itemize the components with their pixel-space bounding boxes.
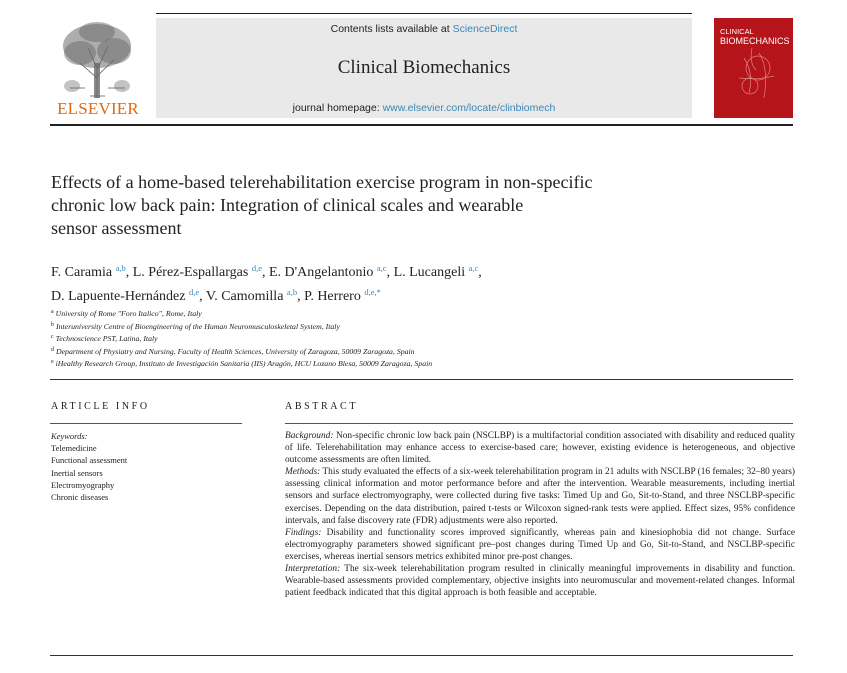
author-affiliation-marks[interactable]: a,b bbox=[115, 263, 126, 273]
author-affiliation-marks[interactable]: d,e bbox=[188, 286, 200, 297]
affiliation-item bbox=[51, 345, 751, 358]
homepage-prefix: journal homepage: bbox=[292, 102, 383, 114]
abstract-heading: ABSTRACT bbox=[285, 401, 359, 412]
affiliation-item bbox=[51, 307, 751, 320]
article-info-heading: ARTICLE INFO bbox=[51, 401, 150, 412]
author-name[interactable]: L. Pérez-Espallargas bbox=[132, 265, 249, 280]
affiliations bbox=[51, 307, 751, 370]
authors-line-2 bbox=[51, 283, 751, 307]
affiliation-key: d bbox=[51, 346, 54, 353]
abstract-text: Disability and functionality scores improved significantly, whereas pain and kinesiophobia did not change. Surface electromyography parameters showed significant pre–post changes during Timed Up and Go, Sit-to-Stand, and NSCLBP-specific exercises, whereas inertial sensors metrics exhibited minor pre-post changes. bbox=[285, 527, 795, 562]
author-separator: , bbox=[262, 265, 269, 280]
affiliation-key: e bbox=[51, 359, 54, 365]
author-name[interactable]: E. D'Angelantonio bbox=[269, 265, 374, 280]
homepage-link[interactable]: www.elsevier.com/locate/clinbiomech bbox=[382, 102, 556, 114]
keyword-item: Chronic diseases bbox=[51, 492, 109, 503]
abstract-section-label: Interpretation: bbox=[285, 564, 341, 575]
abstract-body bbox=[285, 430, 795, 599]
author-separator: , bbox=[297, 288, 305, 304]
header-bottom-rule bbox=[50, 124, 793, 126]
keywords-block bbox=[51, 430, 251, 503]
cover-title bbox=[720, 28, 790, 46]
affiliation-text: Department of Physiatry and Nursing, Faculty of Health Sciences, University of Zaragoza, 50009 Zaragoza, Spain bbox=[55, 346, 415, 356]
keyword-item: Electromyography bbox=[51, 479, 115, 490]
affiliation-text: University of Rome "Foro Italico", Rome, Italy bbox=[55, 309, 202, 318]
author-affiliation-marks[interactable]: a,b bbox=[286, 286, 298, 297]
author-separator: , bbox=[478, 265, 482, 280]
affiliation-text: Interuniversity Centre of Bioengineering of the Human Neuromusculoskeletal System, Italy bbox=[55, 321, 340, 331]
affiliation-item bbox=[51, 332, 751, 345]
author-affiliation-marks[interactable]: d,e,* bbox=[364, 286, 381, 297]
contents-prefix: Contents lists available at bbox=[330, 23, 453, 35]
author-name[interactable]: L. Lucangeli bbox=[393, 265, 466, 280]
abstract-paragraph bbox=[285, 466, 795, 526]
article-info-rule bbox=[50, 423, 242, 424]
author-name[interactable]: P. Herrero bbox=[304, 288, 361, 304]
author-name[interactable]: D. Lapuente-Hernández bbox=[51, 288, 186, 304]
keyword-item: Telemedicine bbox=[51, 443, 97, 454]
sciencedirect-link[interactable]: ScienceDirect bbox=[452, 23, 518, 35]
abstract-section-label: Background: bbox=[285, 431, 334, 441]
abstract-paragraph bbox=[285, 563, 795, 599]
author-separator: , bbox=[386, 265, 394, 280]
abstract-text: Non-specific chronic low back pain (NSCLBP) is a multifactorial condition associated with disability and reduced quality of life. Telerehabilitation may enhance access to exercise-based care; however, existing evidence is heterogeneous, and objective outcome assessments are often limited. bbox=[285, 431, 795, 466]
contents-line bbox=[156, 23, 692, 35]
author-list bbox=[51, 259, 751, 306]
abstract-rule bbox=[285, 423, 793, 424]
author-affiliation-marks[interactable]: a,c bbox=[376, 263, 387, 273]
author-separator: , bbox=[199, 288, 206, 304]
article-title bbox=[51, 171, 731, 240]
homepage-line bbox=[156, 102, 692, 114]
cover-title-line2: BIOMECHANICS bbox=[720, 36, 790, 46]
affiliation-text: Technoscience PST, Latina, Italy bbox=[55, 334, 158, 343]
title-line: sensor assessment bbox=[51, 218, 182, 238]
keyword-item: Functional assessment bbox=[51, 455, 128, 466]
abstract-section-label: Methods: bbox=[285, 467, 321, 478]
affiliation-text: iHealthy Research Group, Instituto de Investigación Sanitaria (IIS) Aragón, HCU Lozano Blesa, 50009 Zaragoza, Spain bbox=[55, 359, 433, 368]
affiliation-item bbox=[51, 357, 751, 370]
authors-line-1 bbox=[51, 259, 751, 283]
author-affiliation-marks[interactable]: d,e bbox=[251, 263, 262, 273]
journal-name: Clinical Biomechanics bbox=[337, 57, 511, 78]
author-name[interactable]: F. Caramia bbox=[51, 265, 113, 280]
abstract-section-label: Findings: bbox=[285, 527, 322, 538]
affiliation-key: c bbox=[51, 334, 54, 340]
author-affiliation-marks[interactable]: a,c bbox=[468, 263, 479, 273]
abstract-paragraph bbox=[285, 527, 795, 563]
abstract-text: The six-week telerehabilitation program resulted in clinically meaningful improvements in disability and function. Wearable-based assessments provided complementary, objective insights into neuromuscular and movement-related changes. Informal patient feedback indicated that this digital approach is both feasible and acceptable. bbox=[285, 564, 795, 599]
journal-cover-image bbox=[714, 18, 793, 118]
header-top-rule bbox=[156, 13, 692, 14]
title-line: chronic low back pain: Integration of clinical scales and wearable bbox=[51, 195, 524, 215]
title-line: Effects of a home-based telerehabilitation exercise program in non-specific bbox=[51, 172, 593, 192]
keywords-label: Keywords: bbox=[51, 431, 88, 441]
affiliation-key: a bbox=[51, 309, 54, 315]
page-bottom-rule bbox=[50, 655, 793, 656]
affiliation-key: b bbox=[51, 321, 54, 328]
author-separator: , bbox=[125, 265, 133, 280]
abstract-text: This study evaluated the effects of a six-week telerehabilitation program in 21 adults with NSCLBP (16 females; 32–80 years) assessing clinical information and motor performance before and after the intervention. Wearable measurements, including inertial sensors and surface electromyography, were collected during five tasks: Timed Up and Go, Sit-to-Stand, and three NSCLBP-specific exercises. Depending on the data distribution, paired t-tests or Wilcoxon signed-rank tests were applied. Effect sizes, 95% confidence intervals, and false discovery rate (FDR) adjustments were also reported. bbox=[285, 467, 795, 526]
cover-title-line1: CLINICAL bbox=[720, 27, 754, 36]
keyword-item: Inertial sensors bbox=[51, 467, 103, 478]
publisher-logo-text: ELSEVIER bbox=[57, 99, 139, 118]
affiliation-item bbox=[51, 320, 751, 333]
affiliations-bottom-rule bbox=[50, 379, 793, 380]
abstract-paragraph bbox=[285, 430, 795, 466]
author-name[interactable]: V. Camomilla bbox=[205, 288, 284, 304]
